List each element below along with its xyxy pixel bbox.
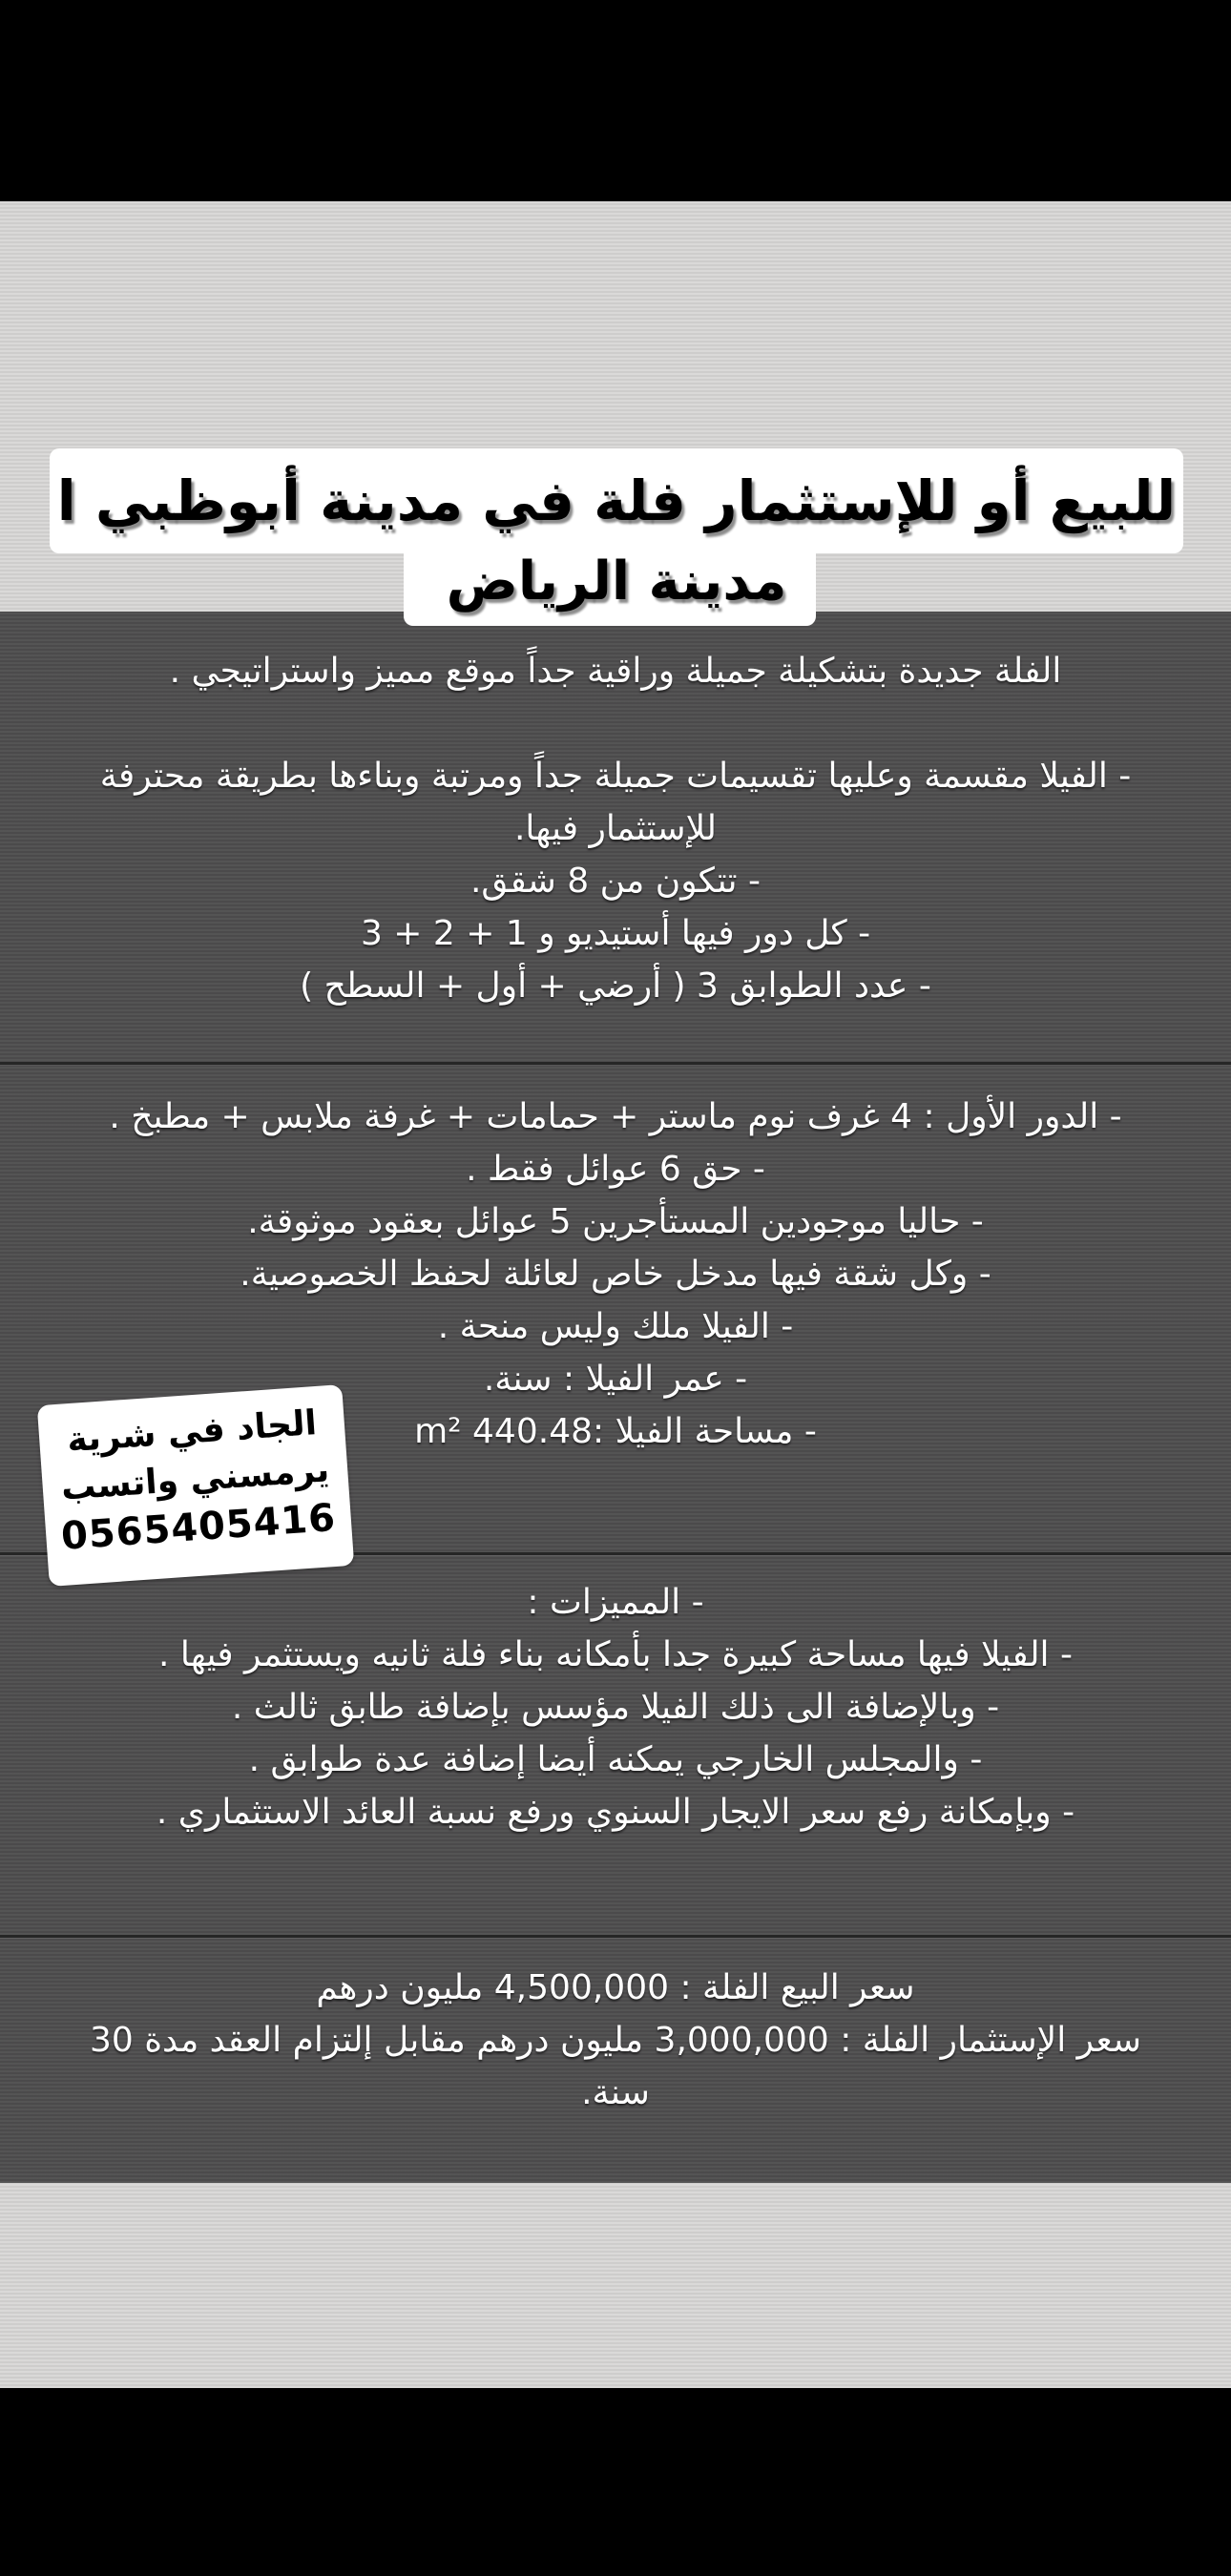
page-title-line-1: للبيع أو للإستثمار فلة في مدينة أبوظبي ا [56, 468, 1177, 533]
detail-line: - الفيلا مقسمة وعليها تقسيمات جميلة جداً ومرتبة وبناءها بطريقة محترفة للإستثمار فيها. [99, 757, 1132, 848]
feature-line: - وبإمكانة رفع سعر الايجار السنوي ورفع نسبة العائد الاستثماري . [156, 1793, 1075, 1832]
detail-line: - تتكون من 8 شقق. [469, 862, 761, 901]
pricing-section [57, 1962, 1174, 2119]
investment-price: سعر الإستثمار الفلة : 3,000,000 مليون درهم مقابل إلتزام العقد مدة 30 سنة. [89, 2021, 1142, 2112]
floor-line: - الفيلا ملك وليس منحة . [437, 1307, 794, 1346]
section-divider [0, 1062, 1231, 1065]
top-black-bar [0, 0, 1231, 201]
page-title-line-2: مدينة الرياض [446, 551, 787, 613]
features-section [57, 1576, 1174, 1839]
floor-line: - الدور الأول : 4 غرف نوم ماستر + حمامات + غرفة ملابس + مطبخ . [109, 1097, 1122, 1136]
bottom-black-bar [0, 2388, 1231, 2576]
features-heading: - المميزات : [527, 1583, 704, 1622]
sale-price: سعر البيع الفلة : 4,500,000 مليون درهم [316, 1968, 915, 2007]
phone-number[interactable]: 0565405416 [59, 1495, 338, 1559]
intro-section [57, 645, 1174, 1012]
floor-line: - حاليا موجودين المستأجرين 5 عوائل بعقود موثوقة. [247, 1202, 984, 1241]
floor-line: - عمر الفيلا : سنة. [483, 1360, 748, 1399]
feature-line: - وبالإضافة الى ذلك الفيلا مؤسس بإضافة طابق ثالث . [231, 1688, 1000, 1727]
sticker-line-2: يرمسني واتسب [59, 1450, 331, 1508]
detail-line: - عدد الطوابق 3 ( أرضي + أول + السطح ) [300, 966, 931, 1006]
area-line: - مساحة الفيلا :440.48 m² [414, 1412, 817, 1451]
contact-sticker [37, 1384, 354, 1587]
intro-text: الفلة جديدة بتشكيلة جميلة وراقية جداً موقع مميز واستراتيجي . [169, 652, 1062, 691]
section-divider [0, 1935, 1231, 1938]
sticker-line-1: الجاد في شرية [65, 1403, 319, 1461]
detail-line: - كل دور فيها أستيديو و 1 + 2 + 3 [360, 914, 871, 953]
feature-line: - والمجلس الخارجي يمكنه أيضا إضافة عدة طوابق . [248, 1740, 983, 1779]
floor-line: - حق 6 عوائل فقط . [466, 1150, 765, 1189]
feature-line: - الفيلا فيها مساحة كبيرة جدا بأمكانه بناء فلة ثانيه ويستثمر فيها . [158, 1635, 1073, 1674]
floor-line: - وكل شقة فيها مدخل خاص لعائلة لحفظ الخصوصية. [240, 1255, 991, 1294]
bottom-texture-band [0, 2183, 1231, 2388]
